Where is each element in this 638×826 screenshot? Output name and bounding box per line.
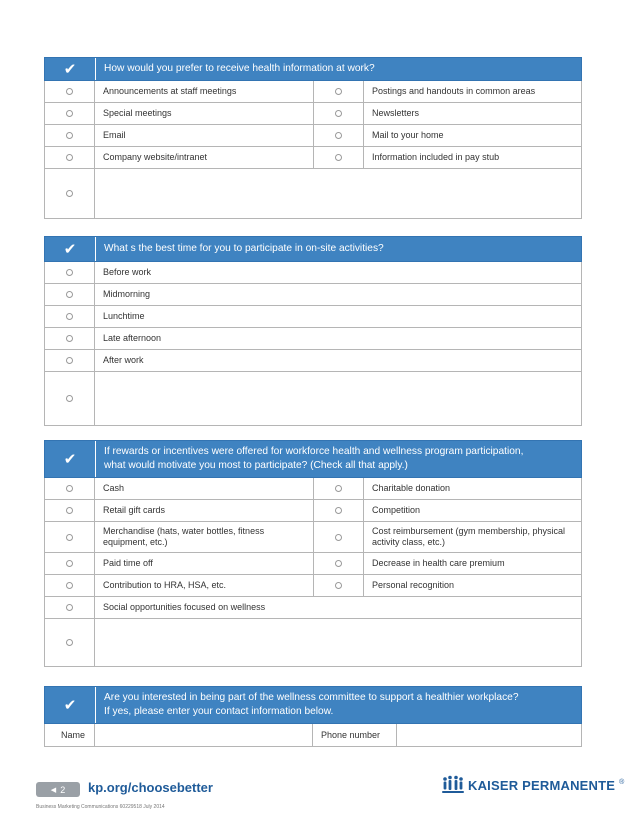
question-line-2: If yes, please enter your contact information below.	[104, 706, 334, 717]
option-label: Newsletters	[372, 108, 420, 118]
option-row	[44, 350, 582, 372]
radio-button[interactable]	[335, 560, 342, 567]
option-label: Charitable donation	[372, 483, 451, 493]
option-label: Company website/intranet	[95, 147, 314, 168]
option-label: Midmorning	[103, 289, 151, 299]
question-section-wellness-committee	[44, 686, 582, 747]
radio-button[interactable]	[66, 604, 73, 611]
option-label: Social opportunities focused on wellness	[103, 602, 266, 612]
option-label: Contribution to HRA, HSA, etc.	[95, 575, 314, 596]
option-label: Postings and handouts in common areas	[372, 86, 536, 96]
question-section-incentives	[44, 440, 582, 667]
question-text	[95, 441, 523, 477]
radio-button[interactable]	[66, 639, 73, 646]
option-row	[44, 553, 582, 575]
question-header	[44, 440, 582, 478]
other-row	[44, 169, 582, 219]
option-label: Decrease in health care premium	[372, 558, 505, 568]
radio-button[interactable]	[335, 132, 342, 139]
option-label: Before work	[103, 267, 152, 277]
checkmark-icon: ✔	[63, 451, 77, 468]
radio-button[interactable]	[66, 357, 73, 364]
kp-people-icon	[442, 775, 464, 795]
radio-button[interactable]	[66, 110, 73, 117]
question-header	[44, 57, 582, 81]
radio-button[interactable]	[66, 335, 73, 342]
radio-button[interactable]	[66, 395, 73, 402]
footer-url[interactable]: kp.org/choosebetter	[88, 780, 213, 795]
option-label: Email	[95, 125, 314, 146]
option-row	[44, 103, 582, 125]
option-label: Merchandise (hats, water bottles, fitness equipment, etc.)	[95, 522, 314, 552]
registered-mark: ®	[619, 779, 625, 786]
option-label: Personal recognition	[372, 580, 455, 590]
question-header	[44, 236, 582, 262]
footer-small-print: Business Marketing Communications 60229518 July 2014	[36, 804, 165, 810]
radio-button[interactable]	[66, 269, 73, 276]
radio-button[interactable]	[66, 291, 73, 298]
option-label: Announcements at staff meetings	[95, 81, 314, 102]
other-text-field[interactable]	[95, 619, 581, 666]
option-label: Cost reimbursement (gym membership, physical activity class, etc.)	[372, 526, 566, 547]
question-header	[44, 686, 582, 724]
option-label: Late afternoon	[103, 333, 162, 343]
radio-button[interactable]	[66, 582, 73, 589]
option-row	[44, 597, 582, 619]
option-row	[44, 575, 582, 597]
radio-button[interactable]	[66, 507, 73, 514]
radio-button[interactable]	[66, 313, 73, 320]
question-text	[95, 687, 519, 723]
radio-button[interactable]	[66, 154, 73, 161]
question-line-2: what would motivate you most to participate? (Check all that apply.)	[104, 460, 408, 471]
option-label: Cash	[95, 478, 314, 499]
radio-button[interactable]	[66, 132, 73, 139]
radio-button[interactable]	[66, 560, 73, 567]
radio-button[interactable]	[335, 507, 342, 514]
name-input[interactable]	[95, 724, 313, 746]
kaiser-permanente-logo	[442, 775, 624, 795]
option-row	[44, 262, 582, 284]
question-line-1: Are you interested in being part of the wellness committee to support a healthier workplace?	[104, 692, 519, 703]
option-label: Special meetings	[95, 103, 314, 124]
option-label: After work	[103, 355, 144, 365]
option-label: Mail to your home	[372, 130, 444, 140]
other-row	[44, 619, 582, 667]
option-row	[44, 81, 582, 103]
radio-button[interactable]	[335, 110, 342, 117]
checkmark-icon: ✔	[63, 697, 77, 714]
option-row	[44, 328, 582, 350]
phone-label: Phone number	[313, 724, 397, 746]
option-row	[44, 306, 582, 328]
radio-button[interactable]	[66, 485, 73, 492]
checkmark-icon: ✔	[63, 241, 77, 258]
radio-button[interactable]	[66, 88, 73, 95]
radio-button[interactable]	[335, 534, 342, 541]
radio-button[interactable]	[66, 190, 73, 197]
option-label: Retail gift cards	[95, 500, 314, 521]
other-row	[44, 372, 582, 426]
option-row	[44, 284, 582, 306]
checkmark-icon: ✔	[63, 61, 77, 78]
logo-text: KAISER PERMANENTE	[468, 777, 616, 793]
question-text: What s the best time for you to participate in on-site activities?	[95, 237, 384, 261]
other-text-field[interactable]	[95, 169, 581, 218]
radio-button[interactable]	[335, 582, 342, 589]
other-text-field[interactable]	[95, 372, 581, 425]
option-label: Lunchtime	[103, 311, 145, 321]
option-row	[44, 500, 582, 522]
option-row	[44, 147, 582, 169]
phone-input[interactable]	[397, 724, 581, 746]
option-row	[44, 478, 582, 500]
question-section-receive-info	[44, 57, 582, 219]
left-arrow-icon: ◀	[50, 786, 57, 794]
radio-button[interactable]	[335, 154, 342, 161]
page-number: 2	[60, 784, 66, 795]
option-row	[44, 125, 582, 147]
question-section-best-time	[44, 236, 582, 426]
radio-button[interactable]	[335, 485, 342, 492]
radio-button[interactable]	[335, 88, 342, 95]
option-label: Paid time off	[95, 553, 314, 574]
radio-button[interactable]	[66, 534, 73, 541]
name-label: Name	[45, 724, 95, 746]
question-line-1: If rewards or incentives were offered for workforce health and wellness program participation,	[104, 446, 524, 457]
option-label: Competition	[372, 505, 421, 515]
contact-row	[44, 724, 582, 747]
question-text: How would you prefer to receive health information at work?	[95, 58, 375, 80]
option-row	[44, 522, 582, 553]
option-label: Information included in pay stub	[372, 152, 500, 162]
page-number-badge	[36, 782, 80, 797]
